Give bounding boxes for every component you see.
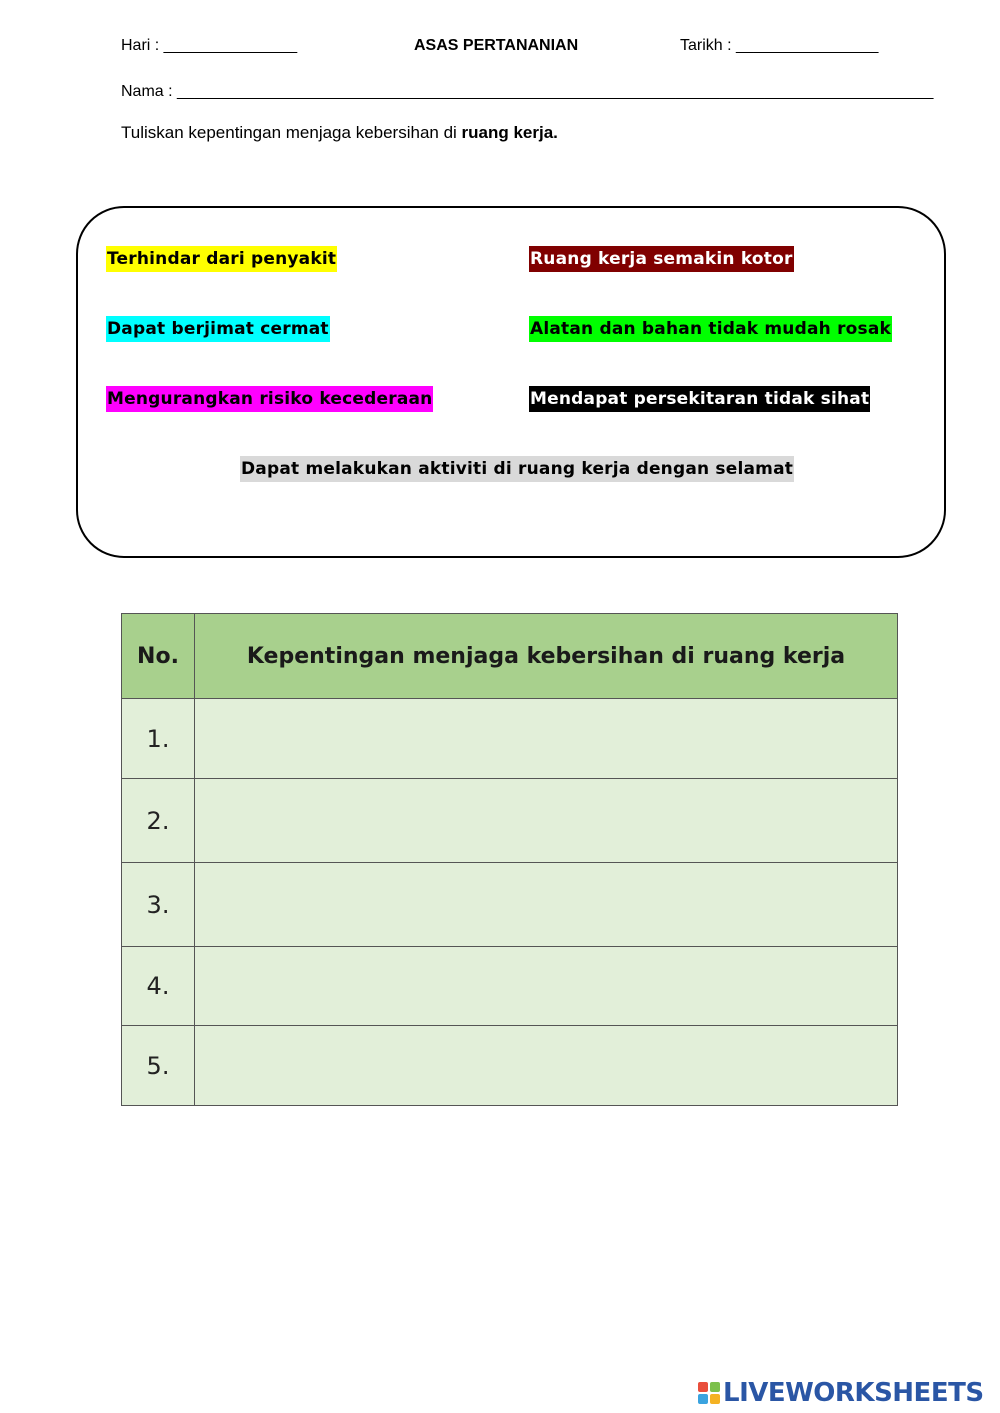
answer-drop-cell[interactable] (195, 947, 898, 1026)
logo-square (698, 1394, 708, 1404)
option-chip[interactable]: Alatan dan bahan tidak mudah rosak (529, 316, 892, 342)
logo-square (698, 1382, 708, 1392)
table-header-row (122, 614, 898, 699)
logo-grid-icon (698, 1382, 720, 1404)
instruction-bold: ruang kerja. (461, 123, 558, 142)
answer-drop-cell[interactable] (195, 699, 898, 779)
answer-table (121, 613, 898, 1106)
table-row (122, 863, 898, 947)
table-row (122, 779, 898, 863)
option-chip[interactable]: Dapat berjimat cermat (106, 316, 330, 342)
logo-square (710, 1382, 720, 1392)
row-number: 4. (122, 947, 195, 1026)
liveworksheets-logo (698, 1377, 984, 1409)
table-row (122, 947, 898, 1026)
row-number: 5. (122, 1026, 195, 1106)
option-chip[interactable]: Mengurangkan risiko kecederaan (106, 386, 433, 412)
column-header-main: Kepentingan menjaga kebersihan di ruang kerja (195, 614, 898, 699)
row-number: 1. (122, 699, 195, 779)
table-row (122, 1026, 898, 1106)
instruction-text: Tuliskan kepentingan menjaga kebersihan di (121, 123, 462, 142)
option-chip[interactable]: Ruang kerja semakin kotor (529, 246, 794, 272)
row-number: 3. (122, 863, 195, 947)
option-chip[interactable]: Dapat melakukan aktiviti di ruang kerja dengan selamat (240, 456, 794, 482)
column-header-no: No. (122, 614, 195, 699)
page-title: ASAS PERTANANIAN (414, 37, 579, 54)
answer-drop-cell[interactable] (195, 779, 898, 863)
nama-field: Nama : _____________________________________________________________________________________ (121, 83, 934, 100)
tarikh-field: Tarikh : ________________ (680, 37, 879, 54)
instruction (121, 123, 558, 143)
answer-drop-cell[interactable] (195, 1026, 898, 1106)
logo-square (710, 1394, 720, 1404)
row-number: 2. (122, 779, 195, 863)
option-chip[interactable]: Terhindar dari penyakit (106, 246, 337, 272)
table-row (122, 699, 898, 779)
hari-field: Hari : _______________ (121, 37, 298, 54)
option-chip[interactable]: Mendapat persekitaran tidak sihat (529, 386, 870, 412)
logo-text: LIVEWORKSHEETS (723, 1378, 984, 1408)
answer-drop-cell[interactable] (195, 863, 898, 947)
